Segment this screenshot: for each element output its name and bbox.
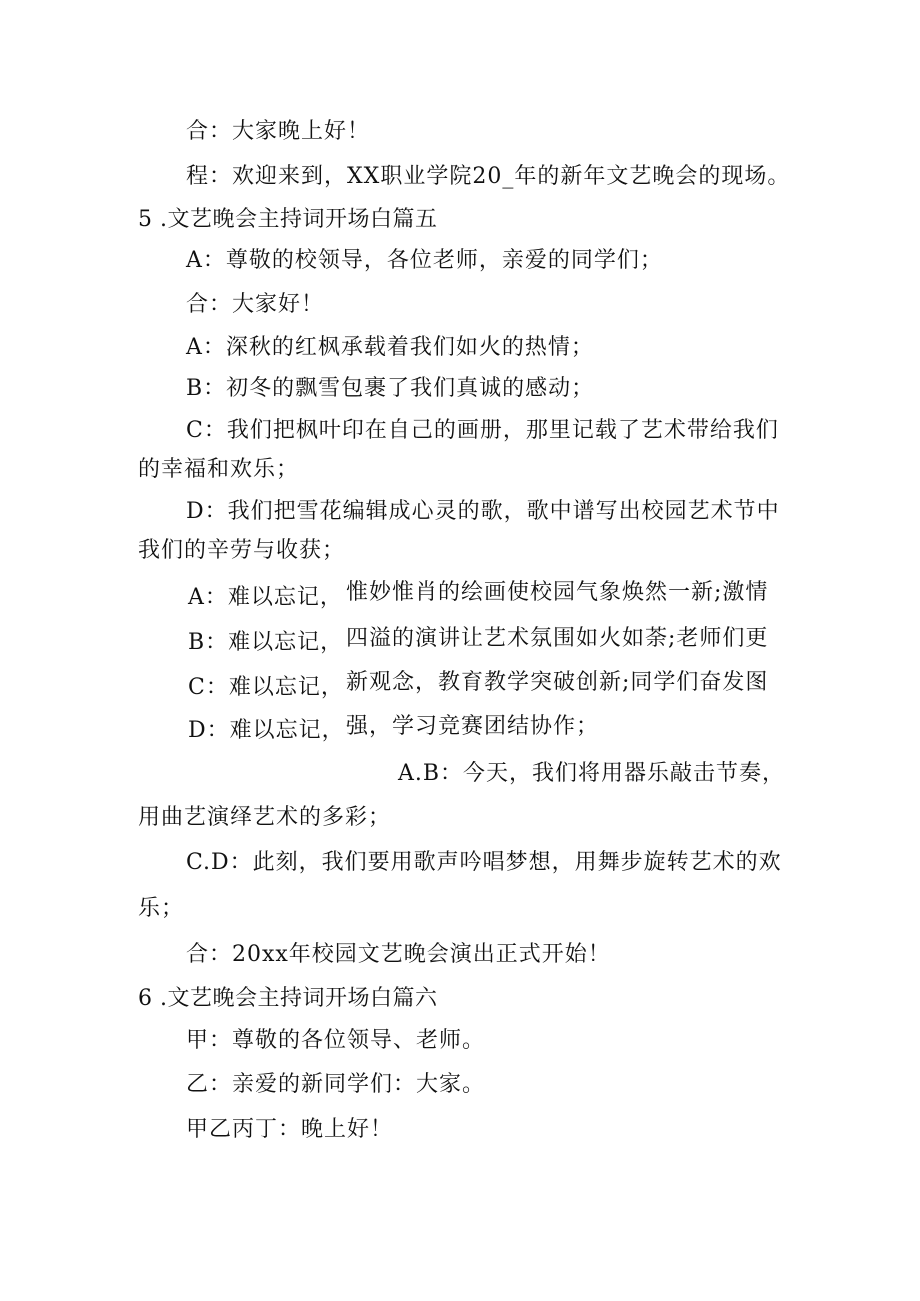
text-line: 的幸福和欢乐； bbox=[138, 457, 300, 482]
section-heading: 5 .文艺晚会主持词开场白篇五 bbox=[138, 207, 438, 232]
text-column: 四溢的演讲让艺术氛围如火如荼;老师们更 bbox=[346, 626, 769, 651]
speaker-label: C：难以忘记， bbox=[188, 675, 344, 700]
section-heading: 6 .文艺晚会主持词开场白篇六 bbox=[138, 986, 438, 1011]
text-line: 我们的辛劳与收获； bbox=[138, 538, 346, 563]
text-line: 乐； bbox=[138, 896, 185, 921]
text-column: 惟妙惟肖的绘画使校园气象焕然一新;激情 bbox=[346, 580, 769, 605]
text-line: 甲乙丙丁：晚上好！ bbox=[186, 1117, 394, 1142]
text-line: 合：大家好！ bbox=[186, 292, 325, 317]
text-line: A：尊敬的校领导，各位老师，亲爱的同学们； bbox=[186, 248, 663, 273]
text-line: C.D：此刻，我们要用歌声吟唱梦想，用舞步旋转艺术的欢 bbox=[186, 850, 782, 875]
text-line: D：我们把雪花编辑成心灵的歌，歌中谱写出校园艺术节中 bbox=[186, 499, 780, 524]
text-column: 新观念，教育教学突破创新;同学们奋发图 bbox=[346, 670, 769, 695]
text-line: 合：20xx年校园文艺晚会演出正式开始！ bbox=[186, 942, 611, 967]
text-line: A：深秋的红枫承载着我们如火的热情； bbox=[186, 335, 594, 360]
text-line: C：我们把枫叶印在自己的画册，那里记载了艺术带给我们 bbox=[186, 418, 779, 443]
text-line: 乙：亲爱的新同学们：大家。 bbox=[186, 1072, 486, 1097]
speaker-label: D：难以忘记， bbox=[188, 718, 345, 743]
speaker-label: B：难以忘记， bbox=[188, 630, 344, 655]
text-column: 强，学习竞赛团结协作； bbox=[346, 714, 600, 739]
text-line: 用曲艺演绎艺术的多彩； bbox=[138, 805, 392, 830]
speaker-label: A：难以忘记， bbox=[188, 585, 343, 610]
text-line: A.B：今天，我们将用器乐敲击节奏， bbox=[398, 761, 786, 786]
text-line: 程：欢迎来到，XX职业学院20_年的新年文艺晚会的现场。 bbox=[186, 164, 791, 189]
text-line: 合：大家晚上好！ bbox=[186, 119, 371, 144]
text-line: B：初冬的飘雪包裹了我们真诚的感动； bbox=[186, 376, 595, 401]
text-line: 甲：尊敬的各位领导、老师。 bbox=[186, 1028, 486, 1053]
